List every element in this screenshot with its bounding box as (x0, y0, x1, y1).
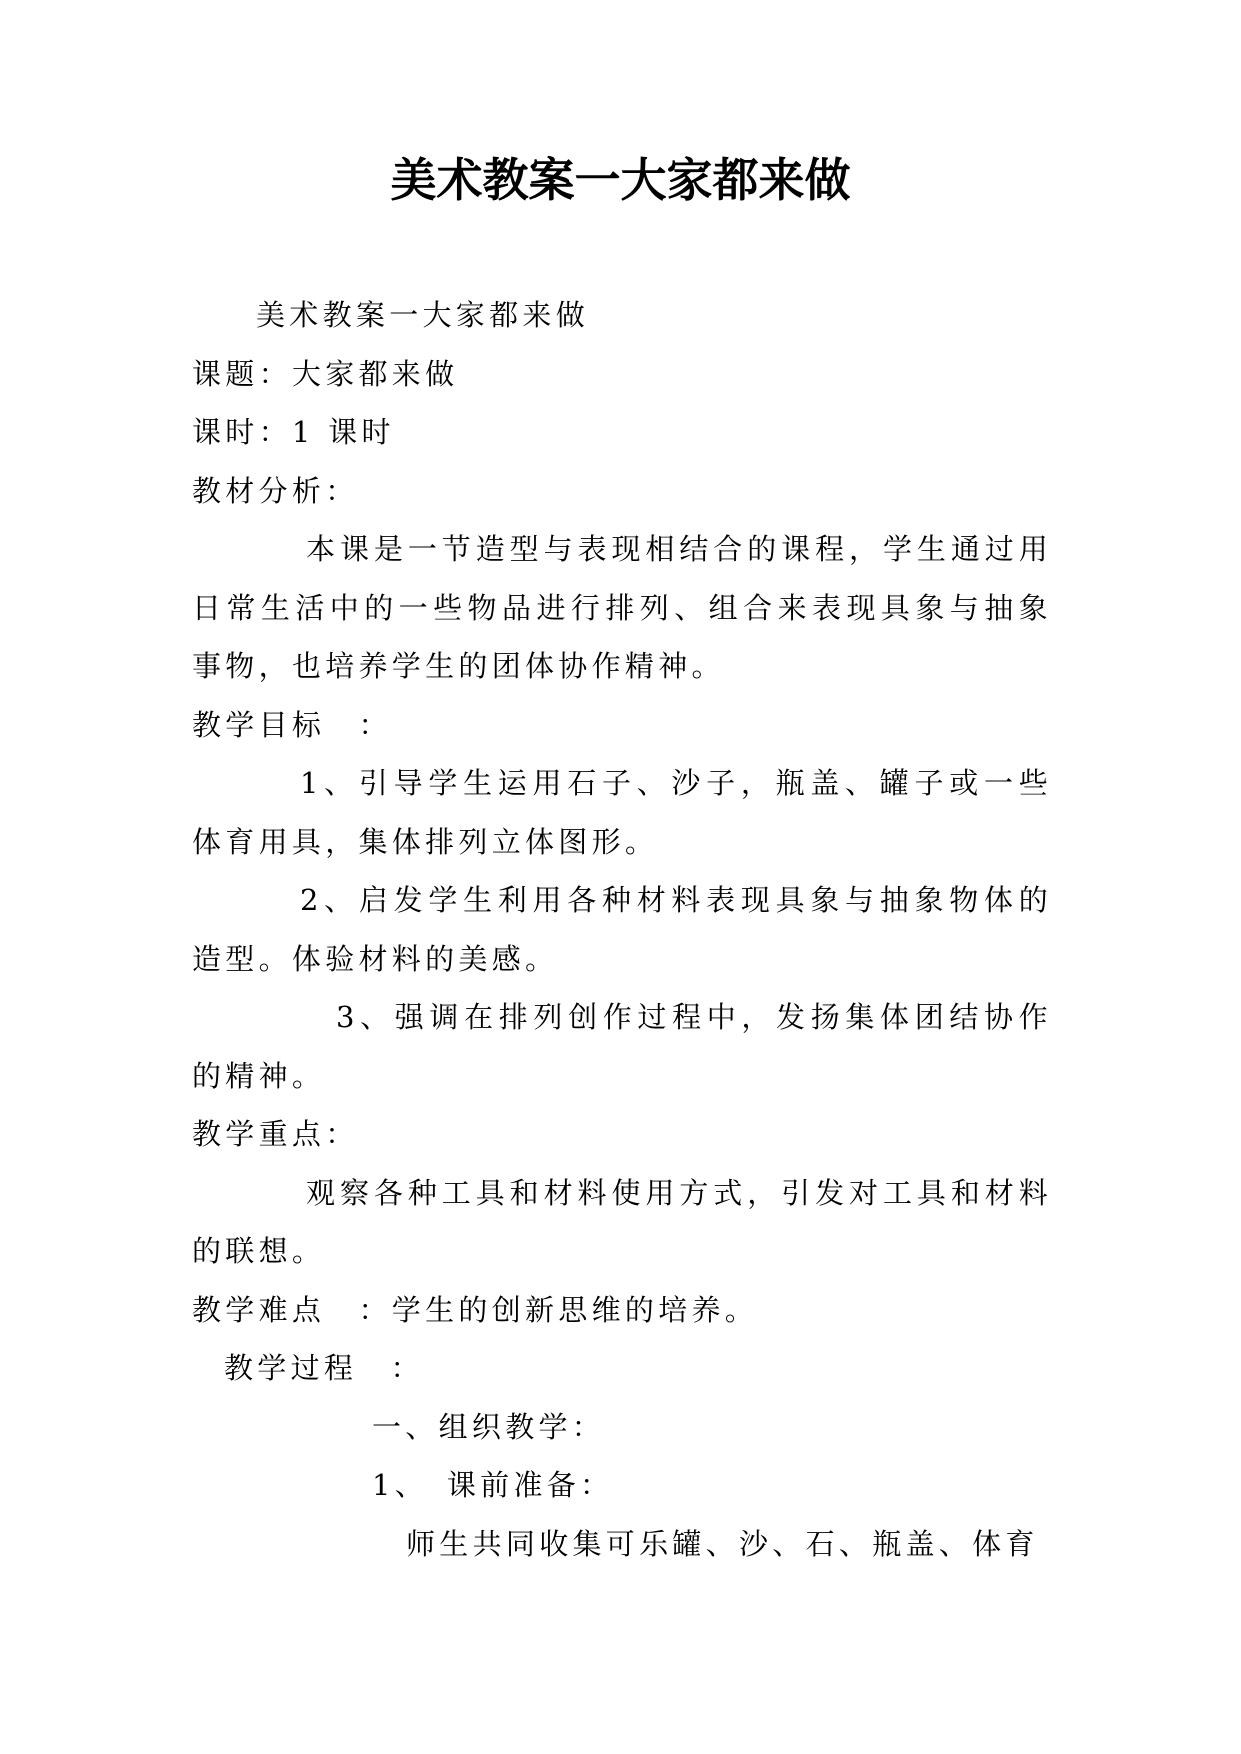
paragraph-line: 美术教案一大家都来做 (256, 298, 590, 332)
paragraph-line: 教材分析： (192, 473, 359, 508)
paragraph-line: 课时：1 课时 (192, 415, 395, 449)
paragraph-line: 2、启发学生利用各种材料表现具象与抽象物体的造型。体验材料的美感。 (192, 883, 1052, 976)
paragraph-line: 1、引导学生运用石子、沙子，瓶盖、罐子或一些体育用具，集体排列立体图形。 (192, 766, 1052, 859)
paragraph-line: 教学重点： (192, 1117, 359, 1151)
paragraph-line: 课题：大家都来做 (192, 356, 459, 391)
document-title: 美术教案一大家都来做 (390, 153, 851, 207)
paragraph-line: 教学过程 ： (224, 1351, 424, 1385)
paragraph-line: 3、强调在排列创作过程中，发扬集体团结协作的精神。 (192, 1000, 1052, 1093)
paragraph-line: 师生共同收集可乐罐、沙、石、瓶盖、体育 (406, 1526, 1039, 1561)
document-body (192, 286, 1052, 1573)
paragraph-line: 教学目标 ： (192, 707, 392, 742)
paragraph-line: 本课是一节造型与表现相结合的课程，学生通过用日常生活中的一些物品进行排列、组合来表现具象与抽象事物，也培养学生的团体协作精神。 (192, 532, 1052, 683)
paragraph-line: 1、 课前准备： (372, 1468, 614, 1502)
paragraph-line: 教学难点 ：学生的创新思维的培养。 (192, 1292, 759, 1327)
paragraph-line: 一、组织教学： (372, 1409, 606, 1444)
paragraph-line: 观察各种工具和材料使用方式，引发对工具和材料的联想。 (192, 1175, 1052, 1268)
